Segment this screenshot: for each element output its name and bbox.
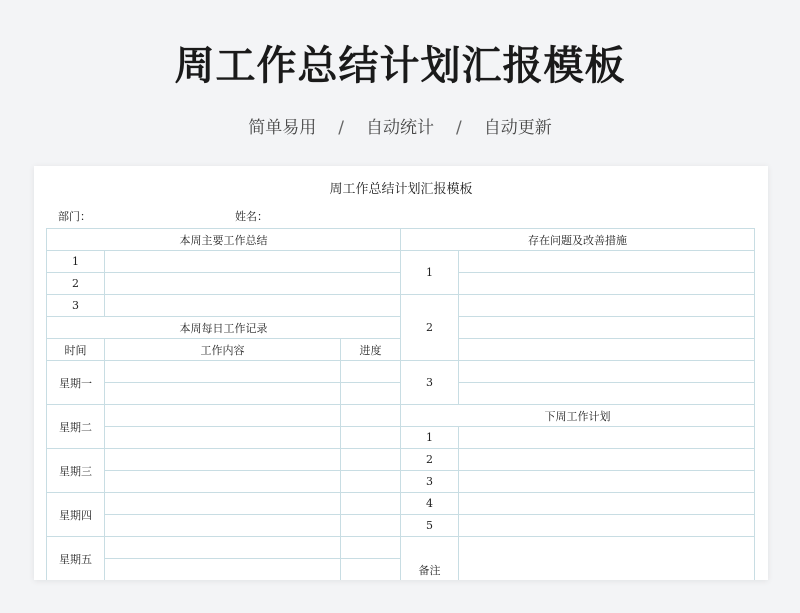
template-preview [34,166,768,580]
issue-cell[interactable] [459,383,755,405]
progress-cell[interactable] [341,537,401,559]
issue-cell[interactable] [459,295,755,317]
work-content-cell[interactable] [105,493,341,515]
day-label: 星期一 [47,361,105,405]
tag-auto-update: 自动更新 [483,118,552,138]
issue-number: 2 [401,295,459,361]
plan-number: 5 [401,515,459,537]
plan-cell[interactable] [459,515,755,537]
progress-cell[interactable] [341,383,401,405]
notes-label: 备注 [401,537,459,581]
dept-label: 部门： [58,210,91,223]
daily-header: 本周每日工作记录 [47,317,401,339]
plan-cell[interactable] [459,449,755,471]
plan-header: 下周工作计划 [401,405,755,427]
name-label: 姓名： [235,210,268,223]
summary-row-number: 3 [47,295,105,317]
sheet-title: 周工作总结计划汇报模板 [329,182,473,197]
issue-cell[interactable] [459,339,755,361]
plan-number: 1 [401,427,459,449]
issue-number: 1 [401,251,459,295]
report-table [46,228,755,580]
feature-tags [0,113,800,138]
summary-header: 本周主要工作总结 [47,229,401,251]
progress-cell[interactable] [341,493,401,515]
column-header-progress: 进度 [341,339,401,361]
work-content-cell[interactable] [105,471,341,493]
plan-number: 4 [401,493,459,515]
issue-cell[interactable] [459,317,755,339]
page-title: 周工作总结计划汇报模板 [174,43,626,89]
work-content-cell[interactable] [105,427,341,449]
notes-cell[interactable] [459,537,755,581]
column-header-time: 时间 [47,339,105,361]
summary-row-number: 2 [47,273,105,295]
column-header-content: 工作内容 [105,339,341,361]
day-label: 星期二 [47,405,105,449]
plan-number: 2 [401,449,459,471]
progress-cell[interactable] [341,515,401,537]
progress-cell[interactable] [341,361,401,383]
summary-row-number: 1 [47,251,105,273]
work-content-cell[interactable] [105,559,341,581]
progress-cell[interactable] [341,427,401,449]
tag-auto-stat: 自动统计 [366,118,434,138]
plan-cell[interactable] [459,493,755,515]
summary-cell[interactable] [105,273,401,295]
work-content-cell[interactable] [105,405,341,427]
tag-separator: / [456,118,462,138]
plan-cell[interactable] [459,427,755,449]
day-label: 星期四 [47,493,105,537]
day-label: 星期三 [47,449,105,493]
summary-cell[interactable] [105,295,401,317]
progress-cell[interactable] [341,405,401,427]
progress-cell[interactable] [341,449,401,471]
work-content-cell[interactable] [105,515,341,537]
work-content-cell[interactable] [105,449,341,471]
plan-cell[interactable] [459,471,755,493]
progress-cell[interactable] [341,559,401,581]
issues-header: 存在问题及改善措施 [401,229,755,251]
work-content-cell[interactable] [105,537,341,559]
summary-cell[interactable] [105,251,401,273]
issue-number: 3 [401,361,459,405]
tag-separator: / [338,118,344,138]
tag-easy: 简单易用 [248,118,317,138]
issue-cell[interactable] [459,251,755,273]
work-content-cell[interactable] [105,361,341,383]
day-label: 星期五 [47,537,105,581]
issue-cell[interactable] [459,361,755,383]
plan-number: 3 [401,471,459,493]
progress-cell[interactable] [341,471,401,493]
issue-cell[interactable] [459,273,755,295]
work-content-cell[interactable] [105,383,341,405]
